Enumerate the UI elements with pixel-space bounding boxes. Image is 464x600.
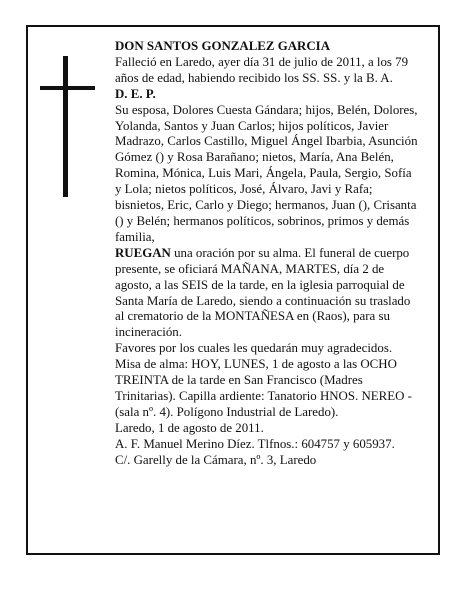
ruegan-text: una oración por su alma. El funeral de cuerpo presente, se oficiará MAÑANA, MARTES, día 2 de agosto, a las SEIS de la tarde, en la iglesia parroquial de Santa María de Laredo, siendo a continuación su traslado al crematorio de la MONTAÑESA en (Raos), para su incineración. [115, 245, 411, 340]
obituary-text [115, 39, 420, 468]
cross-horizontal-bar [40, 86, 95, 90]
death-info: Falleció en Laredo, ayer día 31 de julio de 2011, a los 79 años de edad, habiendo recibido los SS. SS. y la B. A. [115, 54, 409, 85]
funeral-home: A. F. Manuel Merino Díez. Tlfnos.: 604757 y 605937. [115, 436, 395, 451]
family-list: Su esposa, Dolores Cuesta Gándara; hijos, Belén, Dolores, Yolanda, Santos y Juan Carlos; hijos políticos, Javier Madrazo, Carlos Castillo, Miguel Ángel Ibarbia, Asunción Gómez () y Rosa Barañano; nietos, María, Ana Belén, Romina, Mónica, Luis Mari, Ángela, Paula, Sergio, Sofía y Lola; nietos políticos, José, Álvaro, Javi y Rafa; bisnietos, Eric, Carlo y Diego; hermanos, Juan (), Crisanta () y Belén; hermanos políticos, sobrinos, primos y demás familia, [115, 102, 418, 244]
dep-heading: D. E. P. [115, 86, 156, 101]
favores-text: Favores por los cuales les quedarán muy agradecidos. [115, 341, 393, 356]
ruegan-paragraph [115, 246, 420, 341]
date-place: Laredo, 1 de agosto de 2011. [115, 420, 264, 435]
cross-vertical-bar [63, 56, 68, 197]
funeral-home-address: C/. Garelly de la Cámara, nº. 3, Laredo [115, 452, 317, 467]
ruegan-word: RUEGAN [115, 245, 171, 260]
misa-info: Misa de alma: HOY, LUNES, 1 de agosto a las OCHO TREINTA de la tarde en San Francisco (Madres Trinitarias). Capilla ardiente: Tanatorio HNOS. NEREO -(sala nº. 4). Polígono Industrial de Laredo). [115, 357, 412, 419]
deceased-name: DON SANTOS GONZALEZ GARCIA [115, 39, 331, 53]
